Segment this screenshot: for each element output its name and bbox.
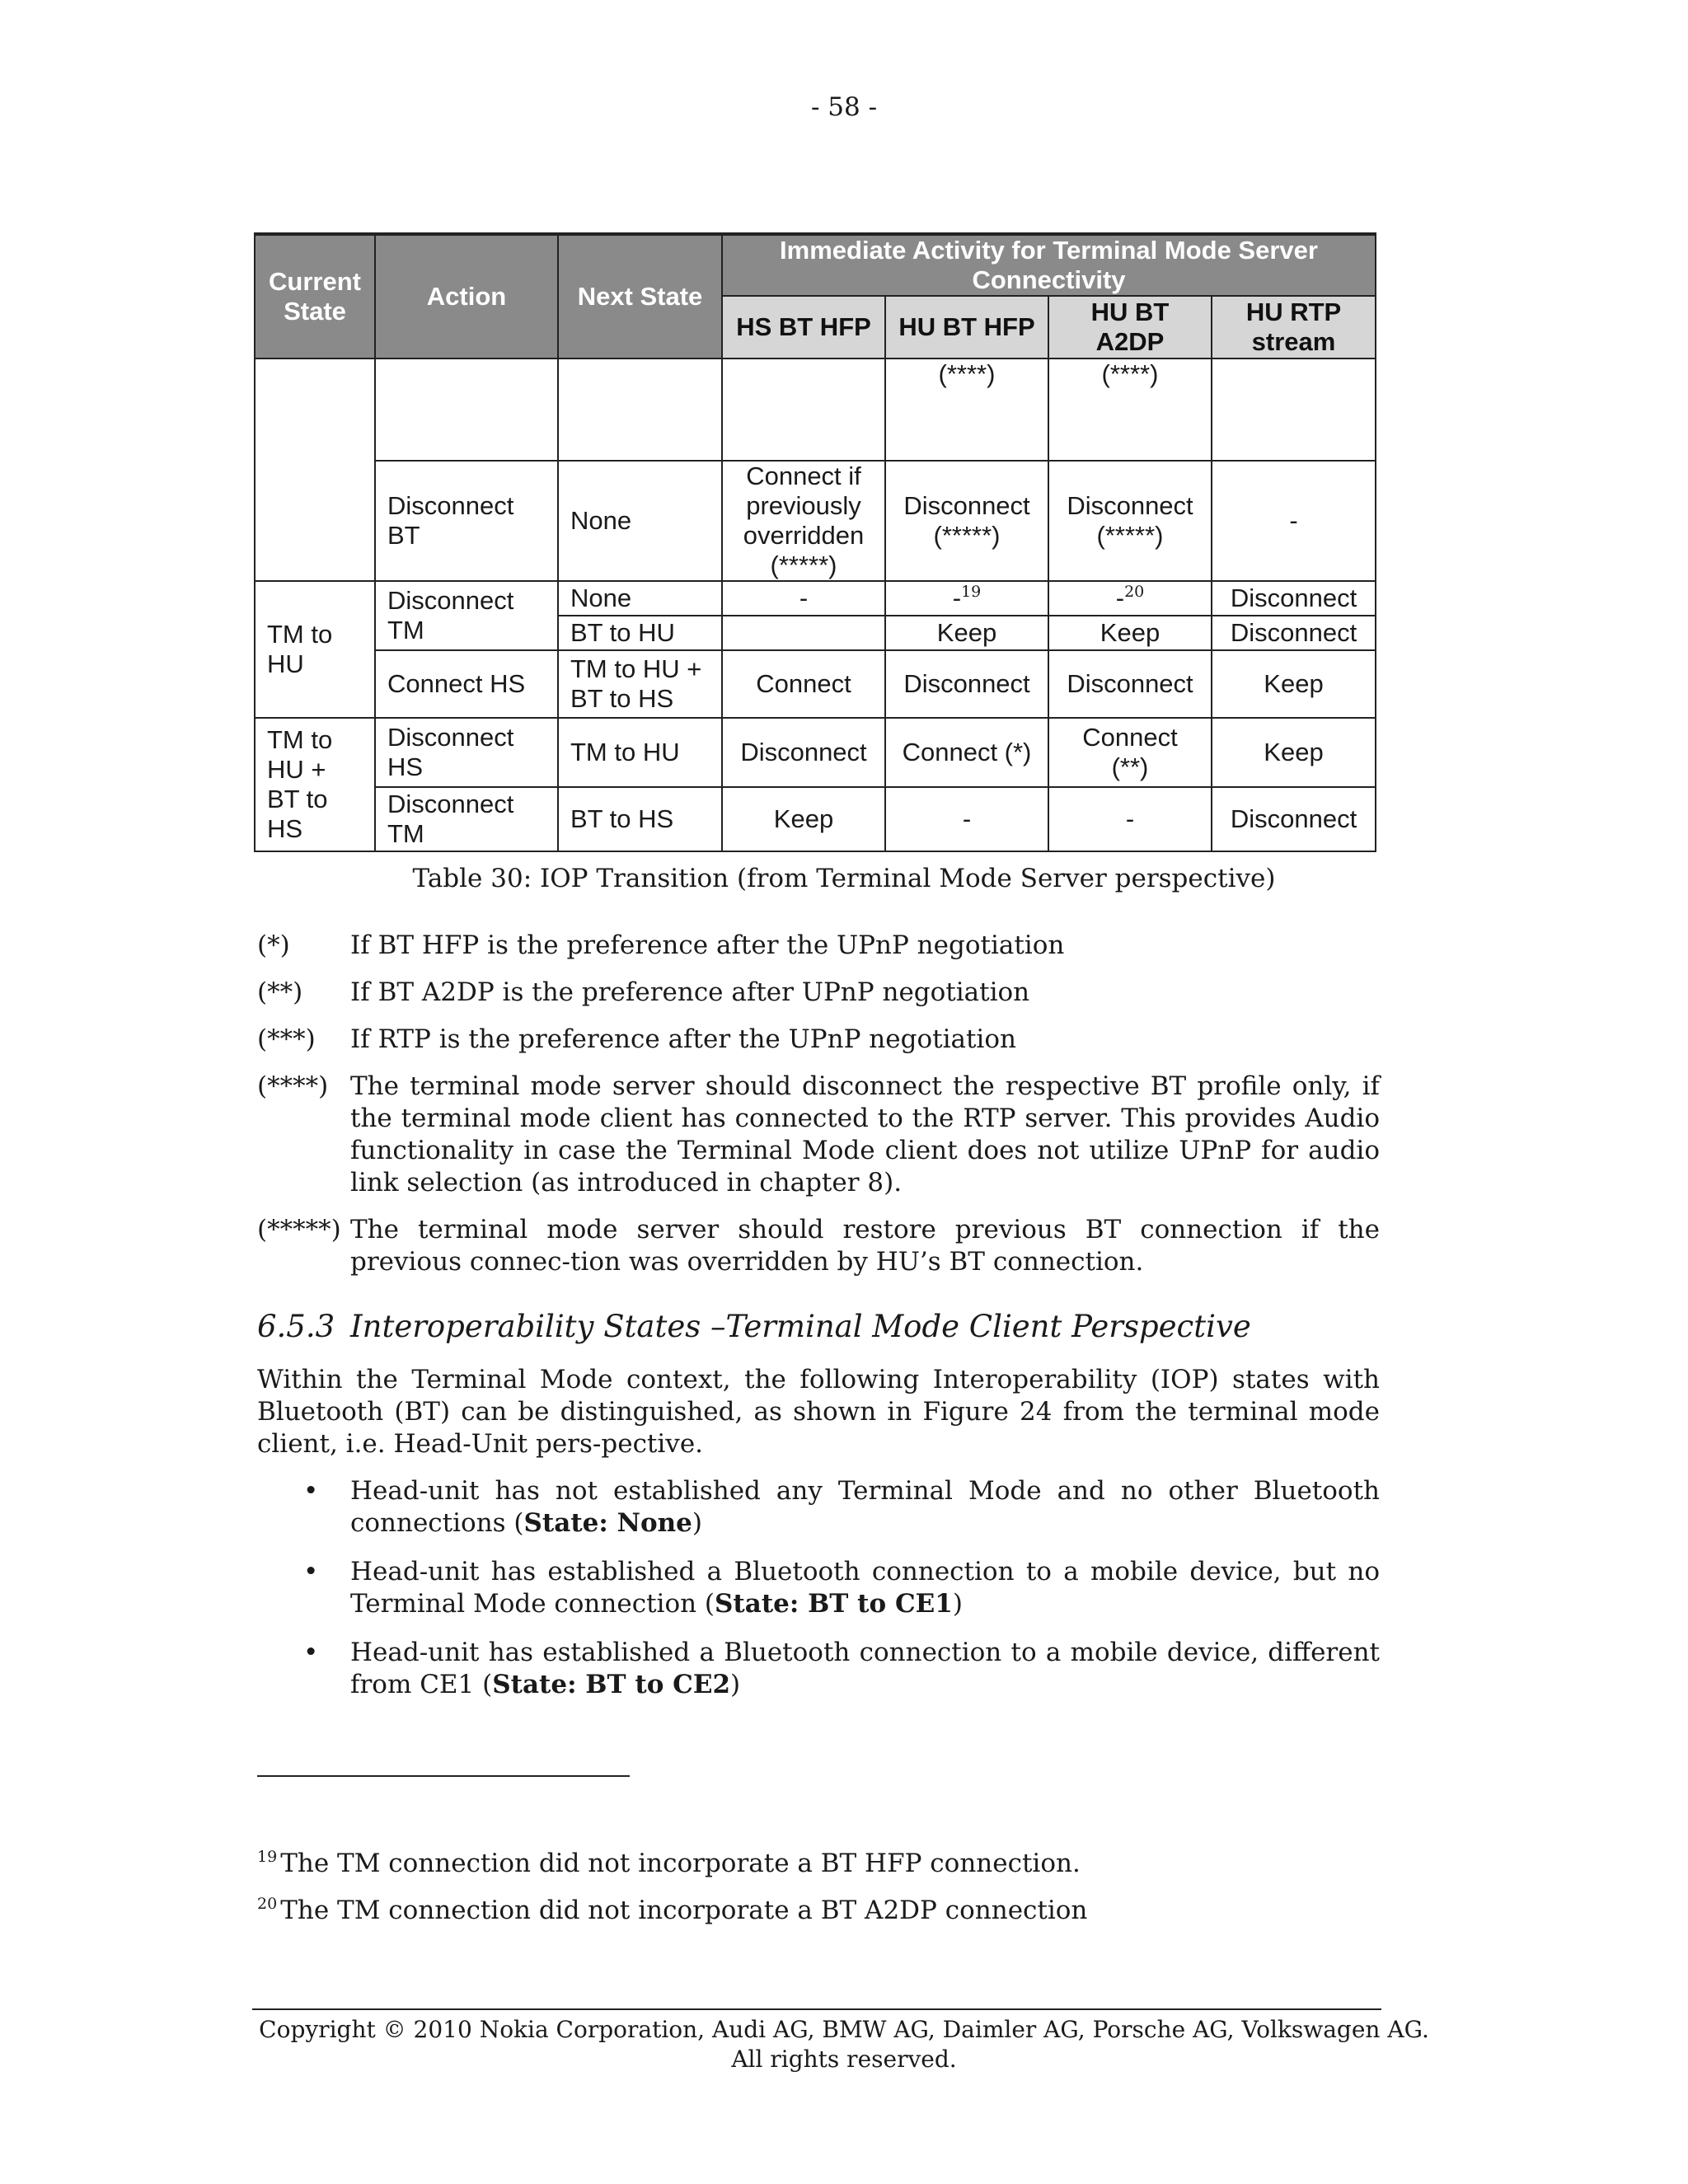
list-item bbox=[257, 1556, 1380, 1620]
section-number: 6.5.3 bbox=[257, 1309, 335, 1344]
footnote-20 bbox=[257, 1896, 1087, 1925]
footnote-separator bbox=[257, 1775, 630, 1777]
header-next-state: Next State bbox=[558, 234, 722, 359]
rights-line: All rights reserved. bbox=[731, 2046, 957, 2073]
cell-hu-rtp: Keep bbox=[1212, 718, 1376, 787]
cell-next-state: BT to HU bbox=[558, 616, 722, 650]
copyright-line: Copyright © 2010 Nokia Corporation, Audi AG, BMW AG, Daimler AG, Porsche AG, Volkswagen AG. bbox=[259, 2016, 1429, 2043]
note-mark: (***) bbox=[257, 1024, 316, 1054]
header-hu-rtp-stream: HU RTP stream bbox=[1212, 296, 1376, 359]
table-cell bbox=[558, 359, 722, 461]
cell-hs-bt-hfp: Connect bbox=[722, 650, 885, 718]
bullet-icon: • bbox=[303, 1476, 319, 1506]
table-cell bbox=[375, 359, 558, 461]
cell-hu-bt-a2dp: Disconnect (*****) bbox=[1048, 461, 1212, 581]
cell-hu-rtp: Disconnect bbox=[1212, 787, 1376, 851]
header-action: Action bbox=[375, 234, 558, 359]
bullet-text: Head-unit has established a Bluetooth connection to a mobile device, different from CE1 (State: BT to CE2) bbox=[350, 1638, 1380, 1699]
cell-current-state: TM to HU + BT to HS bbox=[255, 718, 375, 851]
list-item bbox=[257, 1475, 1380, 1540]
cell-hu-rtp: - bbox=[1212, 461, 1376, 581]
cell-next-state: TM to HU bbox=[558, 718, 722, 787]
cell-hu-bt-hfp: Disconnect bbox=[885, 650, 1048, 718]
note-text: If BT HFP is the preference after the UPnP negotiation bbox=[350, 930, 1065, 960]
bullet-icon: • bbox=[303, 1557, 319, 1586]
note-mark: (*) bbox=[257, 930, 290, 960]
note-item bbox=[257, 1071, 1380, 1199]
cell-hu-bt-hfp: Disconnect (*****) bbox=[885, 461, 1048, 581]
cell-action: Disconnect BT bbox=[375, 461, 558, 581]
footnote-number: 19 bbox=[257, 1848, 278, 1866]
note-item bbox=[257, 977, 1380, 1009]
footnote-19 bbox=[257, 1849, 1081, 1878]
table-cell bbox=[722, 359, 885, 461]
table-caption: Table 30: IOP Transition (from Terminal Mode Server perspective) bbox=[412, 864, 1276, 893]
cell-hs-bt-hfp: - bbox=[722, 581, 885, 616]
header-hs-bt-hfp: HS BT HFP bbox=[722, 296, 885, 359]
note-text: If BT A2DP is the preference after UPnP negotiation bbox=[350, 977, 1030, 1007]
cell-hu-bt-hfp: Keep bbox=[885, 616, 1048, 650]
header-current-state: Current State bbox=[255, 234, 375, 359]
cell-star-note: (****) bbox=[885, 359, 1048, 461]
note-mark: (**) bbox=[257, 977, 303, 1007]
table-cell bbox=[1212, 359, 1376, 461]
note-item bbox=[257, 930, 1380, 962]
cell-hu-rtp: Keep bbox=[1212, 650, 1376, 718]
bullet-text: Head-unit has not established any Terminal Mode and no other Bluetooth connections (State: None) bbox=[350, 1476, 1380, 1538]
cell-hu-bt-a2dp: - bbox=[1048, 787, 1212, 851]
cell-action: Disconnect TM bbox=[375, 787, 558, 851]
state-label: State: BT to CE2 bbox=[492, 1670, 731, 1699]
note-mark: (*****) bbox=[257, 1215, 341, 1244]
cell-hs-bt-hfp: Keep bbox=[722, 787, 885, 851]
note-item bbox=[257, 1024, 1380, 1056]
cell-hu-bt-a2dp bbox=[1048, 581, 1212, 616]
cell-current-state: TM to HU bbox=[255, 581, 375, 718]
footnote-ref-19: 19 bbox=[961, 583, 982, 601]
cell-hu-bt-a2dp: Disconnect bbox=[1048, 650, 1212, 718]
cell-hs-bt-hfp bbox=[722, 616, 885, 650]
cell-hu-bt-hfp: - bbox=[885, 787, 1048, 851]
state-label: State: BT to CE1 bbox=[715, 1589, 953, 1619]
header-hu-bt-hfp: HU BT HFP bbox=[885, 296, 1048, 359]
cell-star-note: (****) bbox=[1048, 359, 1212, 461]
bullet-icon: • bbox=[303, 1638, 319, 1667]
cell-hs-bt-hfp: Disconnect bbox=[722, 718, 885, 787]
bullet-text: Head-unit has established a Bluetooth connection to a mobile device, but no Terminal Mode connection (State: BT to CE1) bbox=[350, 1557, 1380, 1619]
footnote-text: The TM connection did not incorporate a BT HFP connection. bbox=[280, 1849, 1081, 1878]
list-item bbox=[257, 1637, 1380, 1701]
section-title: Interoperability States –Terminal Mode Client Perspective bbox=[350, 1309, 1251, 1344]
cell-next-state: None bbox=[558, 581, 722, 616]
state-label: State: None bbox=[523, 1508, 692, 1538]
cell-hu-bt-hfp-value: - bbox=[952, 583, 962, 612]
cell-next-state: BT to HS bbox=[558, 787, 722, 851]
cell-current-state-empty bbox=[255, 359, 375, 581]
note-text: The terminal mode server should restore previous BT connection if the previous connec-tion was overridden by HU’s BT connection. bbox=[350, 1215, 1380, 1277]
cell-hu-bt-hfp bbox=[885, 581, 1048, 616]
cell-hu-bt-a2dp: Connect (**) bbox=[1048, 718, 1212, 787]
header-hu-bt-a2dp: HU BT A2DP bbox=[1048, 296, 1212, 359]
cell-hs-bt-hfp: Connect if previously overridden (*****) bbox=[722, 461, 885, 581]
note-text: The terminal mode server should disconnect the respective BT profile only, if the terminal mode client has connected to the RTP server. This provides Audio functionality in case the Terminal Mode client does not utilize UPnP for audio link selection (as introduced in chapter 8). bbox=[350, 1071, 1380, 1197]
section-intro-paragraph: Within the Terminal Mode context, the following Interoperability (IOP) states with Bluetooth (BT) can be distinguished, as shown in Figure 24 from the terminal mode client, i.e. Head-Unit pers-pective. bbox=[257, 1365, 1380, 1459]
cell-hu-rtp: Disconnect bbox=[1212, 616, 1376, 650]
page-number: - 58 - bbox=[810, 92, 878, 122]
footnote-ref-20: 20 bbox=[1124, 583, 1145, 601]
note-item bbox=[257, 1214, 1380, 1278]
state-bullet-list bbox=[257, 1475, 1380, 1718]
cell-action: Disconnect HS bbox=[375, 718, 558, 787]
cell-next-state: None bbox=[558, 461, 722, 581]
cell-hu-rtp: Disconnect bbox=[1212, 581, 1376, 616]
cell-action: Disconnect TM bbox=[375, 581, 558, 650]
footnote-number: 20 bbox=[257, 1895, 278, 1913]
cell-hu-bt-hfp: Connect (*) bbox=[885, 718, 1048, 787]
header-immediate-activity: Immediate Activity for Terminal Mode Server Connectivity bbox=[722, 234, 1376, 296]
cell-action: Connect HS bbox=[375, 650, 558, 718]
table-notes bbox=[257, 930, 1380, 1293]
note-mark: (****) bbox=[257, 1071, 329, 1101]
footnote-text: The TM connection did not incorporate a BT A2DP connection bbox=[280, 1896, 1088, 1925]
note-text: If RTP is the preference after the UPnP negotiation bbox=[350, 1024, 1016, 1054]
cell-hu-bt-a2dp: Keep bbox=[1048, 616, 1212, 650]
iop-transition-table bbox=[254, 232, 1376, 852]
cell-next-state: TM to HU + BT to HS bbox=[558, 650, 722, 718]
cell-hu-bt-a2dp-value: - bbox=[1115, 583, 1125, 612]
section-heading bbox=[257, 1309, 1251, 1344]
footer-separator bbox=[252, 2008, 1381, 2010]
